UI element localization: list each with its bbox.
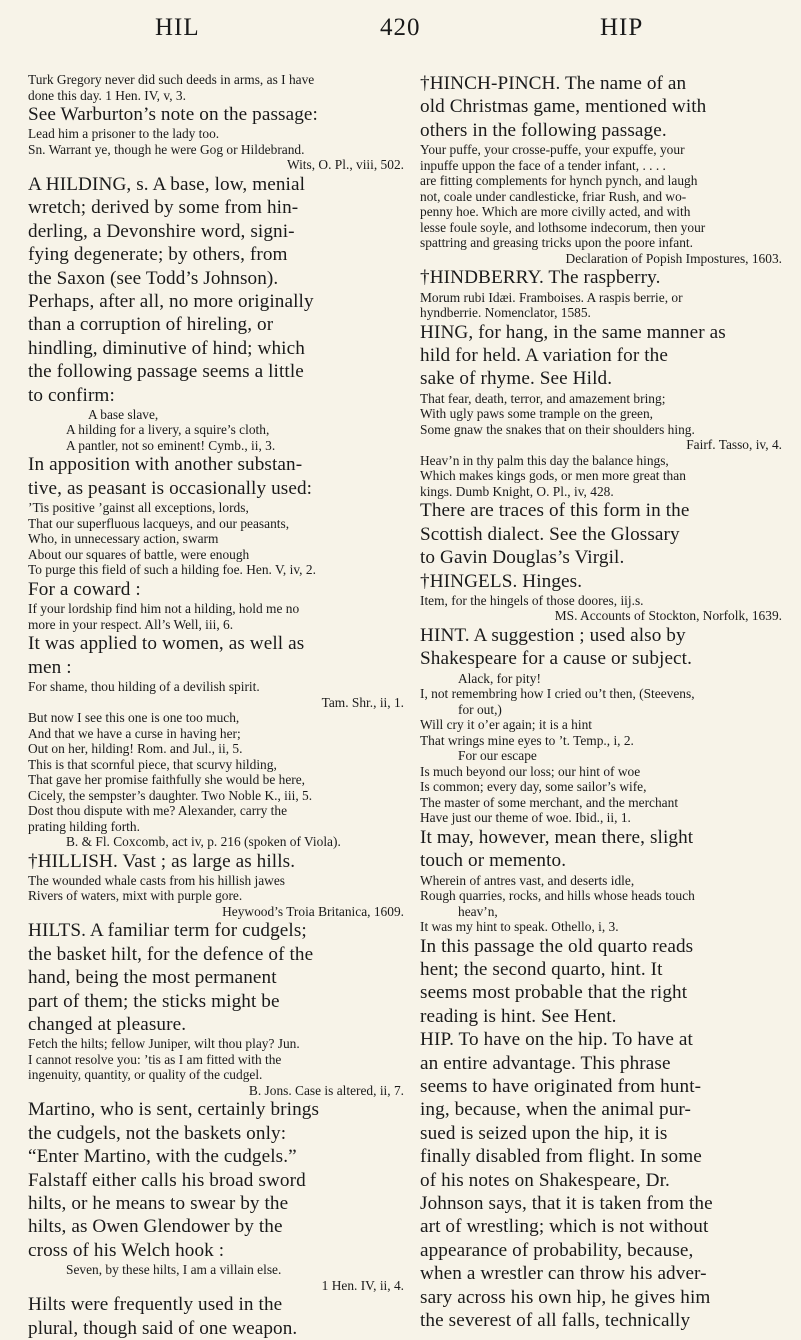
- quote-line: With ugly paws some trample on the green,: [420, 406, 653, 422]
- body-line: changed at pleasure.: [28, 1014, 187, 1036]
- quote-line: Out on her, hilding! Rom. and Jul., ii, 5.: [28, 741, 243, 756]
- quote-line: That fear, death, terror, and amazement bring;: [420, 390, 666, 406]
- body-line: Johnson says, that it is taken from the: [420, 1193, 713, 1215]
- quote-line: ’Tis positive ’gainst all exceptions, lords,: [28, 500, 249, 516]
- body-line: In this passage the old quarto reads: [420, 935, 694, 957]
- quote-line: are fitting complements for hynch pynch, and laugh: [420, 173, 698, 189]
- quote-line: And that we have a curse in having her;: [28, 725, 241, 741]
- quote-line: I, not remembring how I cried ou’t then, (Steevens,: [420, 686, 695, 702]
- body-line: wretch; derived by some from hin-: [28, 197, 299, 219]
- quote-line: Declaration of Popish Impostures, 1603.: [565, 250, 782, 266]
- body-line: Falstaff either calls his broad sword: [28, 1169, 306, 1191]
- body-line: to confirm:: [28, 384, 115, 406]
- body-line: †HINGELS. Hinges.: [420, 570, 583, 592]
- body-line: the severest of all falls, technically: [420, 1310, 691, 1332]
- body-line: the cudgels, not the baskets only:: [28, 1122, 287, 1144]
- quote-line: MS. Accounts of Stockton, Norfolk, 1639.: [554, 608, 782, 624]
- body-line: part of them; the sticks might be: [28, 990, 280, 1012]
- quote-line: Which makes kings gods, or men more great than: [420, 468, 686, 484]
- quote-line: Your puffe, your crosse-puffe, your expuffe, your: [420, 142, 685, 158]
- quote-line: A base slave,: [88, 406, 159, 422]
- quote-line: I cannot resolve you: ’tis as I am fitted with the: [28, 1051, 282, 1067]
- body-line: an entire advantage. This phrase: [420, 1052, 671, 1074]
- quote-line: for out,): [458, 701, 502, 717]
- quote-line: 1 Hen. IV, ii, 4.: [321, 1277, 404, 1293]
- quote-line: Fetch the hilts; fellow Juniper, wilt thou play? Jun.: [28, 1036, 300, 1052]
- quote-line: B. Jons. Case is altered, ii, 7.: [248, 1082, 404, 1098]
- body-line: Hilts were frequently used in the: [28, 1294, 283, 1316]
- quote-line: hyndberrie. Nomenclator, 1585.: [420, 305, 591, 321]
- quote-line: For shame, thou hilding of a devilish spirit.: [28, 679, 260, 694]
- quote-line: Heav’n in thy palm this day the balance hings,: [420, 452, 669, 468]
- body-line: than a corruption of hireling, or: [28, 314, 274, 336]
- quote-line: This is that scornful piece, that scurvy hilding,: [28, 756, 277, 772]
- quote-line: It was my hint to speak. Othello, i, 3.: [420, 919, 619, 935]
- body-line: sary across his own hip, he gives him: [420, 1286, 711, 1308]
- quote-line: done this day. 1 Hen. IV, v, 3.: [28, 87, 186, 103]
- quote-line: Rough quarries, rocks, and hills whose heads touch: [420, 888, 695, 904]
- body-line: In apposition with another substan-: [28, 454, 303, 476]
- body-line: sake of rhyme. See Hild.: [420, 368, 613, 390]
- page-number: 420: [380, 14, 421, 41]
- quote-line: Lead him a prisoner to the lady too.: [28, 126, 220, 142]
- body-line: hand, being the most permanent: [28, 967, 277, 989]
- right-column: [420, 72, 782, 1333]
- body-line: others in the following passage.: [420, 119, 667, 141]
- quote-line: Have just our theme of woe. Ibid., ii, 1.: [420, 810, 631, 826]
- body-line: the basket hilt, for the defence of the: [28, 943, 314, 965]
- quote-line: Item, for the hingels of those doores, iij.s.: [420, 592, 644, 608]
- body-line: †HINDBERRY. The raspberry.: [420, 267, 661, 289]
- body-line: seems most probable that the right: [420, 982, 688, 1004]
- quote-line: About our squares of battle, were enough: [28, 546, 250, 562]
- body-line: HIP. To have on the hip. To have at: [420, 1029, 693, 1051]
- quote-line: inpuffe uppon the face of a tender infant, . . . .: [420, 157, 666, 173]
- body-line: appearance of probability, because,: [420, 1239, 694, 1261]
- quote-line: Heywood’s Troia Britanica, 1609.: [222, 903, 404, 919]
- quote-line: kings. Dumb Knight, O. Pl., iv, 428.: [420, 483, 614, 499]
- body-line: tive, as peasant is occasionally used:: [28, 477, 313, 499]
- body-line: It was applied to women, as well as: [28, 633, 305, 655]
- body-line: reading is hint. See Hent.: [420, 1005, 617, 1027]
- quote-line: Rivers of waters, mixt with purple gore.: [28, 888, 243, 904]
- quote-line: That wrings mine eyes to ’t. Temp., i, 2.: [420, 732, 634, 748]
- body-line: sued is seized upon the hip, it is: [420, 1122, 668, 1144]
- quote-line: Sn. Warrant ye, though he were Gog or Hildebrand.: [28, 141, 305, 157]
- body-line: Scottish dialect. See the Glossary: [420, 523, 680, 545]
- body-line: of his notes on Shakespeare, Dr.: [420, 1169, 670, 1191]
- header-left-guideword: HIL: [155, 14, 200, 41]
- body-line: the Saxon (see Todd’s Johnson).: [28, 267, 279, 289]
- quote-line: prating hilding forth.: [28, 818, 140, 834]
- quote-line: not, coale under candlesticke, friar Rush, and wo-: [420, 188, 687, 204]
- quote-line: Seven, by these hilts, I am a villain else.: [66, 1262, 282, 1278]
- quote-line: That our superfluous lacqueys, and our peasants,: [28, 515, 290, 531]
- quote-line: That gave her promise faithfully she would be here,: [28, 772, 306, 787]
- body-line: For a coward :: [28, 578, 141, 600]
- body-line: hild for held. A variation for the: [420, 345, 668, 367]
- quote-line: For our escape: [458, 748, 537, 764]
- header-right-guideword: HIP: [600, 14, 644, 41]
- body-line: seems to have originated from hunt-: [420, 1076, 702, 1098]
- body-line: derling, a Devonshire word, signi-: [28, 220, 295, 242]
- body-line: plural, though said of one weapon.: [28, 1317, 298, 1339]
- body-line: art of wrestling; which is not without: [420, 1216, 709, 1238]
- quote-line: Morum rubi Idæi. Framboises. A raspis berrie, or: [420, 289, 683, 305]
- body-line: A HILDING, s. A base, low, menial: [28, 173, 306, 195]
- body-line: finally disabled from flight. In some: [420, 1146, 702, 1168]
- body-line: Shakespeare for a cause or subject.: [420, 648, 693, 670]
- quote-line: spattring and greasing tricks upon the poore infant.: [420, 235, 693, 251]
- quote-line: Who, in unnecessary action, swarm: [28, 531, 219, 547]
- quote-line: Will cry it o’er again; it is a hint: [420, 717, 593, 733]
- left-column: [28, 72, 404, 1340]
- body-line: See Warburton’s note on the passage:: [28, 104, 318, 125]
- body-line: †HILLISH. Vast ; as large as hills.: [28, 850, 296, 872]
- quote-line: Wherein of antres vast, and deserts idle,: [420, 872, 635, 888]
- quote-line: Cicely, the sempster’s daughter. Two Noble K., iii, 5.: [28, 787, 313, 803]
- body-line: when a wrestler can throw his adver-: [420, 1263, 707, 1285]
- quote-line: penny hoe. Which are more civilly acted, and with: [420, 204, 691, 220]
- body-line: HING, for hang, in the same manner as: [420, 321, 726, 343]
- body-line: touch or memento.: [420, 850, 567, 872]
- body-line: the following passage seems a little: [28, 361, 304, 383]
- quote-line: Turk Gregory never did such deeds in arms, as I have: [28, 72, 315, 87]
- quote-line: A hilding for a livery, a squire’s cloth,: [66, 422, 270, 438]
- body-line: hindling, diminutive of hind; which: [28, 337, 305, 359]
- quote-line: heav’n,: [458, 903, 498, 919]
- quote-line: Is much beyond our loss; our hint of woe: [420, 763, 641, 779]
- quote-line: But now I see this one is one too much,: [28, 710, 240, 725]
- body-line: hent; the second quarto, hint. It: [420, 959, 663, 980]
- body-line: HINT. A suggestion ; used also by: [420, 624, 686, 646]
- body-line: old Christmas game, mentioned with: [420, 96, 707, 118]
- quote-line: The wounded whale casts from his hillish jawes: [28, 872, 285, 888]
- body-line: “Enter Martino, with the cudgels.”: [28, 1146, 297, 1168]
- running-header: [0, 14, 801, 54]
- body-line: cross of his Welch hook :: [28, 1239, 225, 1261]
- body-line: hilts, or he means to swear by the: [28, 1193, 289, 1215]
- quote-line: more in your respect. All’s Well, iii, 6.: [28, 616, 234, 632]
- quote-line: B. & Fl. Coxcomb, act iv, p. 216 (spoken of Viola).: [66, 834, 341, 849]
- quote-line: Is common; every day, some sailor’s wife,: [420, 779, 647, 795]
- body-line: ing, because, when the animal pur-: [420, 1099, 692, 1121]
- quote-line: A pantler, not so eminent! Cymb., ii, 3.: [66, 437, 276, 453]
- quote-line: If your lordship find him not a hilding, hold me no: [28, 601, 300, 617]
- quote-line: Dost thou dispute with me? Alexander, carry the: [28, 803, 288, 818]
- quote-line: To purge this field of such a hilding foe. Hen. V, iv, 2.: [28, 562, 316, 578]
- quote-line: Wits, O. Pl., viii, 502.: [286, 157, 404, 173]
- quote-line: Some gnaw the snakes that on their shoulders hing.: [420, 421, 695, 437]
- quote-line: The master of some merchant, and the merchant: [420, 794, 679, 810]
- body-line: HILTS. A familiar term for cudgels;: [28, 920, 307, 942]
- quote-line: Fairf. Tasso, iv, 4.: [686, 437, 782, 453]
- body-line: It may, however, mean there, slight: [420, 826, 694, 848]
- quote-line: Alack, for pity!: [458, 670, 541, 686]
- quote-line: ingenuity, quantity, or quality of the cudgel.: [28, 1067, 263, 1083]
- body-line: Martino, who is sent, certainly brings: [28, 1099, 320, 1121]
- body-line: fying degenerate; by others, from: [28, 244, 288, 266]
- body-line: men :: [28, 656, 72, 678]
- body-line: to Gavin Douglas’s Virgil.: [420, 547, 625, 569]
- quote-line: lesse foule soyle, and lothsome indecorum, then your: [420, 219, 706, 235]
- quote-line: Tam. Shr., ii, 1.: [321, 694, 404, 710]
- body-line: †HINCH-PINCH. The name of an: [420, 73, 687, 94]
- body-line: Perhaps, after all, no more originally: [28, 290, 314, 312]
- body-line: hilts, as Owen Glendower by the: [28, 1216, 283, 1238]
- body-line: There are traces of this form in the: [420, 500, 690, 522]
